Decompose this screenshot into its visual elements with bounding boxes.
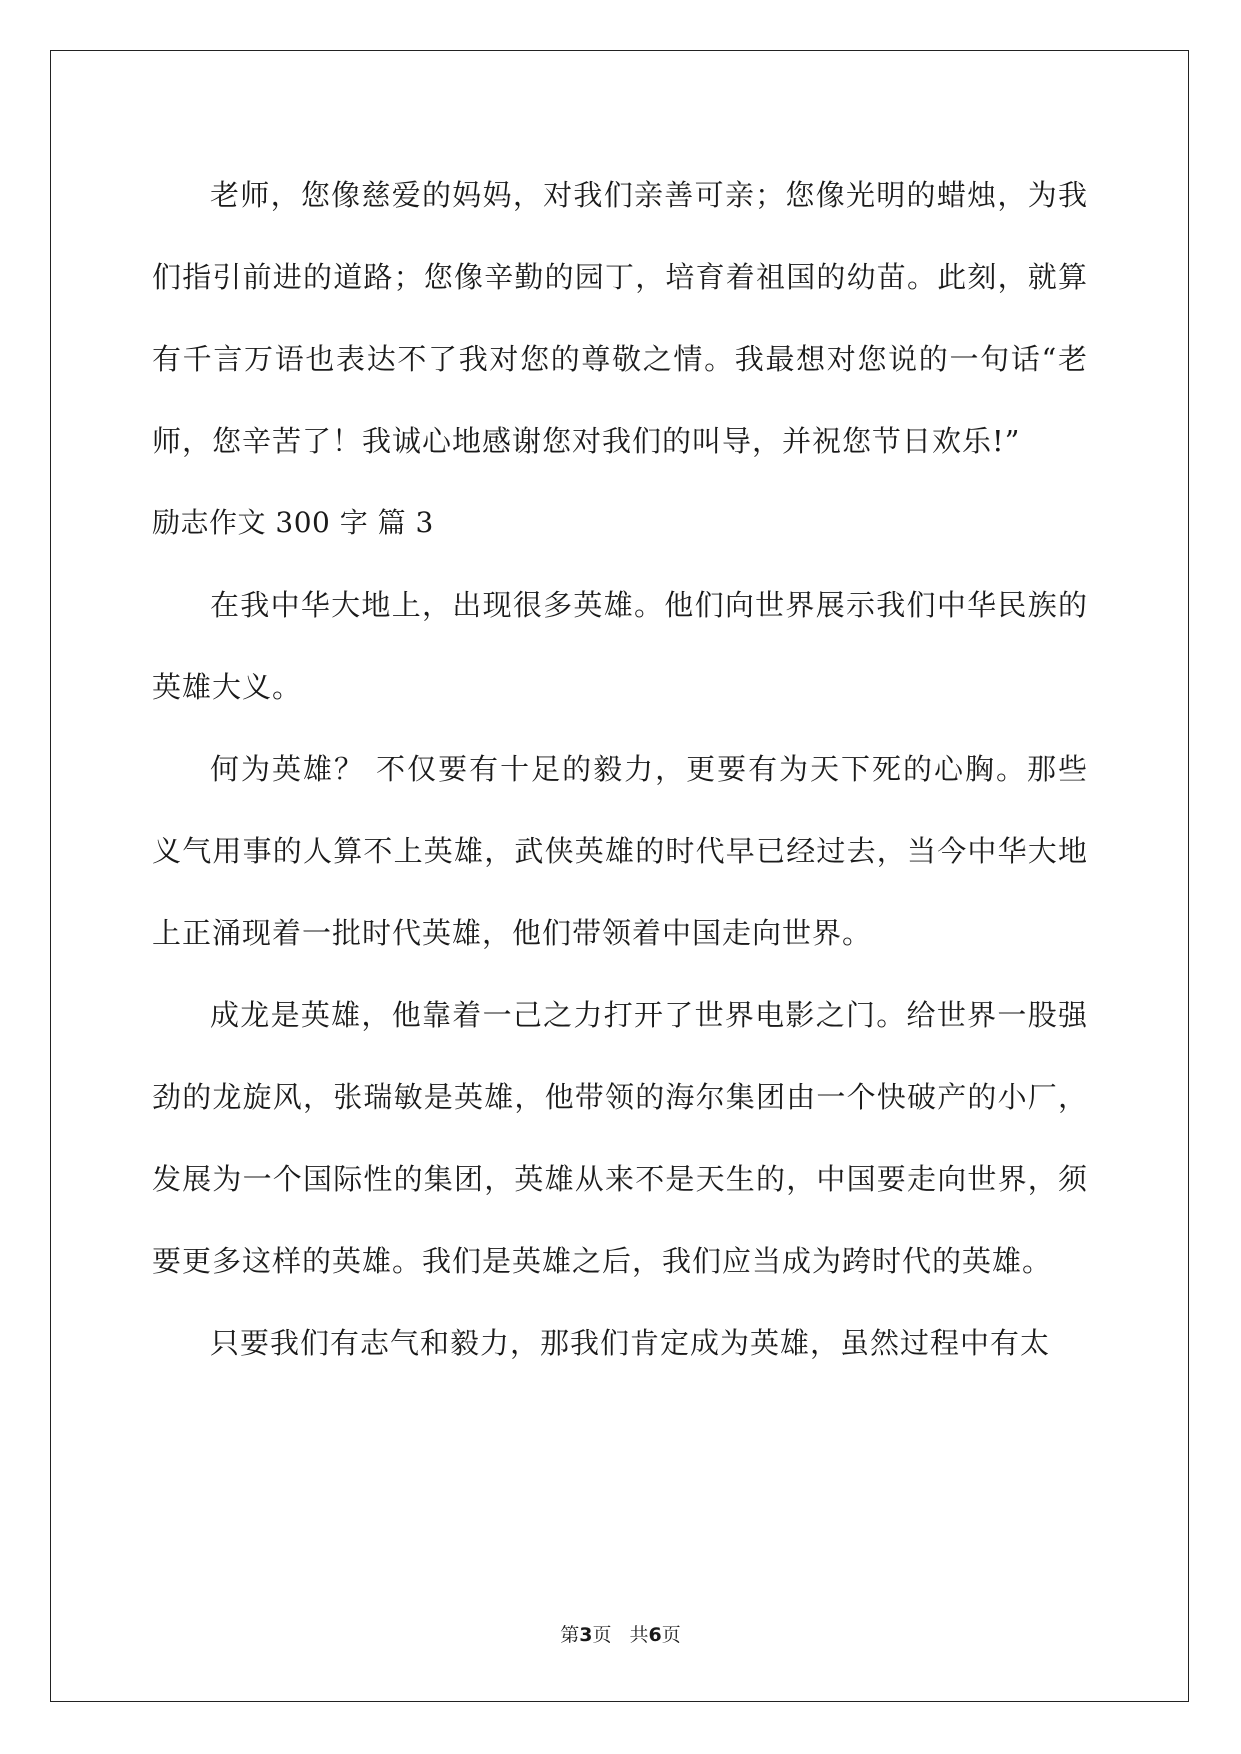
total-page-count: 6	[648, 1624, 662, 1646]
paragraph-what-is-hero: 何为英雄？ 不仅要有十足的毅力，更要有为天下死的心胸。那些义气用事的人算不上英雄，武侠英雄的时代早已经过去，当今中华大地上正涌现着一批时代英雄，他们带领着中国走向世界。	[152, 752, 1088, 950]
paragraph-ambition: 只要我们有志气和毅力，那我们肯定成为英雄，虽然过程中有太	[210, 1326, 1051, 1360]
total-prefix: 共	[629, 1624, 649, 1646]
paragraph-heroes-intro: 在我中华大地上，出现很多英雄。他们向世界展示我们中华民族的英雄大义。	[152, 588, 1088, 704]
page-prefix: 第	[560, 1624, 580, 1646]
current-page-number: 3	[579, 1624, 593, 1646]
page-suffix: 页	[592, 1624, 612, 1646]
document-body	[152, 154, 1088, 1384]
page-footer	[0, 1623, 1241, 1647]
paragraph-teacher-thanks: 老师，您像慈爱的妈妈，对我们亲善可亲；您像光明的蜡烛，为我们指引前进的道路；您像辛勤的园丁，培育着祖国的幼苗。此刻，就算有千言万语也表达不了我对您的尊敬之情。我最想对您说的一句话“老师，您辛苦了！我诚心地感谢您对我们的叫导，并祝您节日欢乐!”	[152, 178, 1088, 458]
paragraph-hero-examples: 成龙是英雄，他靠着一己之力打开了世界电影之门。给世界一股强劲的龙旋风，张瑞敏是英雄，他带领的海尔集团由一个快破产的小厂，发展为一个国际性的集团，英雄从来不是天生的，中国要走向世界，须要更多这样的英雄。我们是英雄之后，我们应当成为跨时代的英雄。	[152, 998, 1088, 1278]
total-suffix: 页	[661, 1624, 681, 1646]
section-heading: 励志作文 300 字 篇 3	[152, 506, 434, 539]
